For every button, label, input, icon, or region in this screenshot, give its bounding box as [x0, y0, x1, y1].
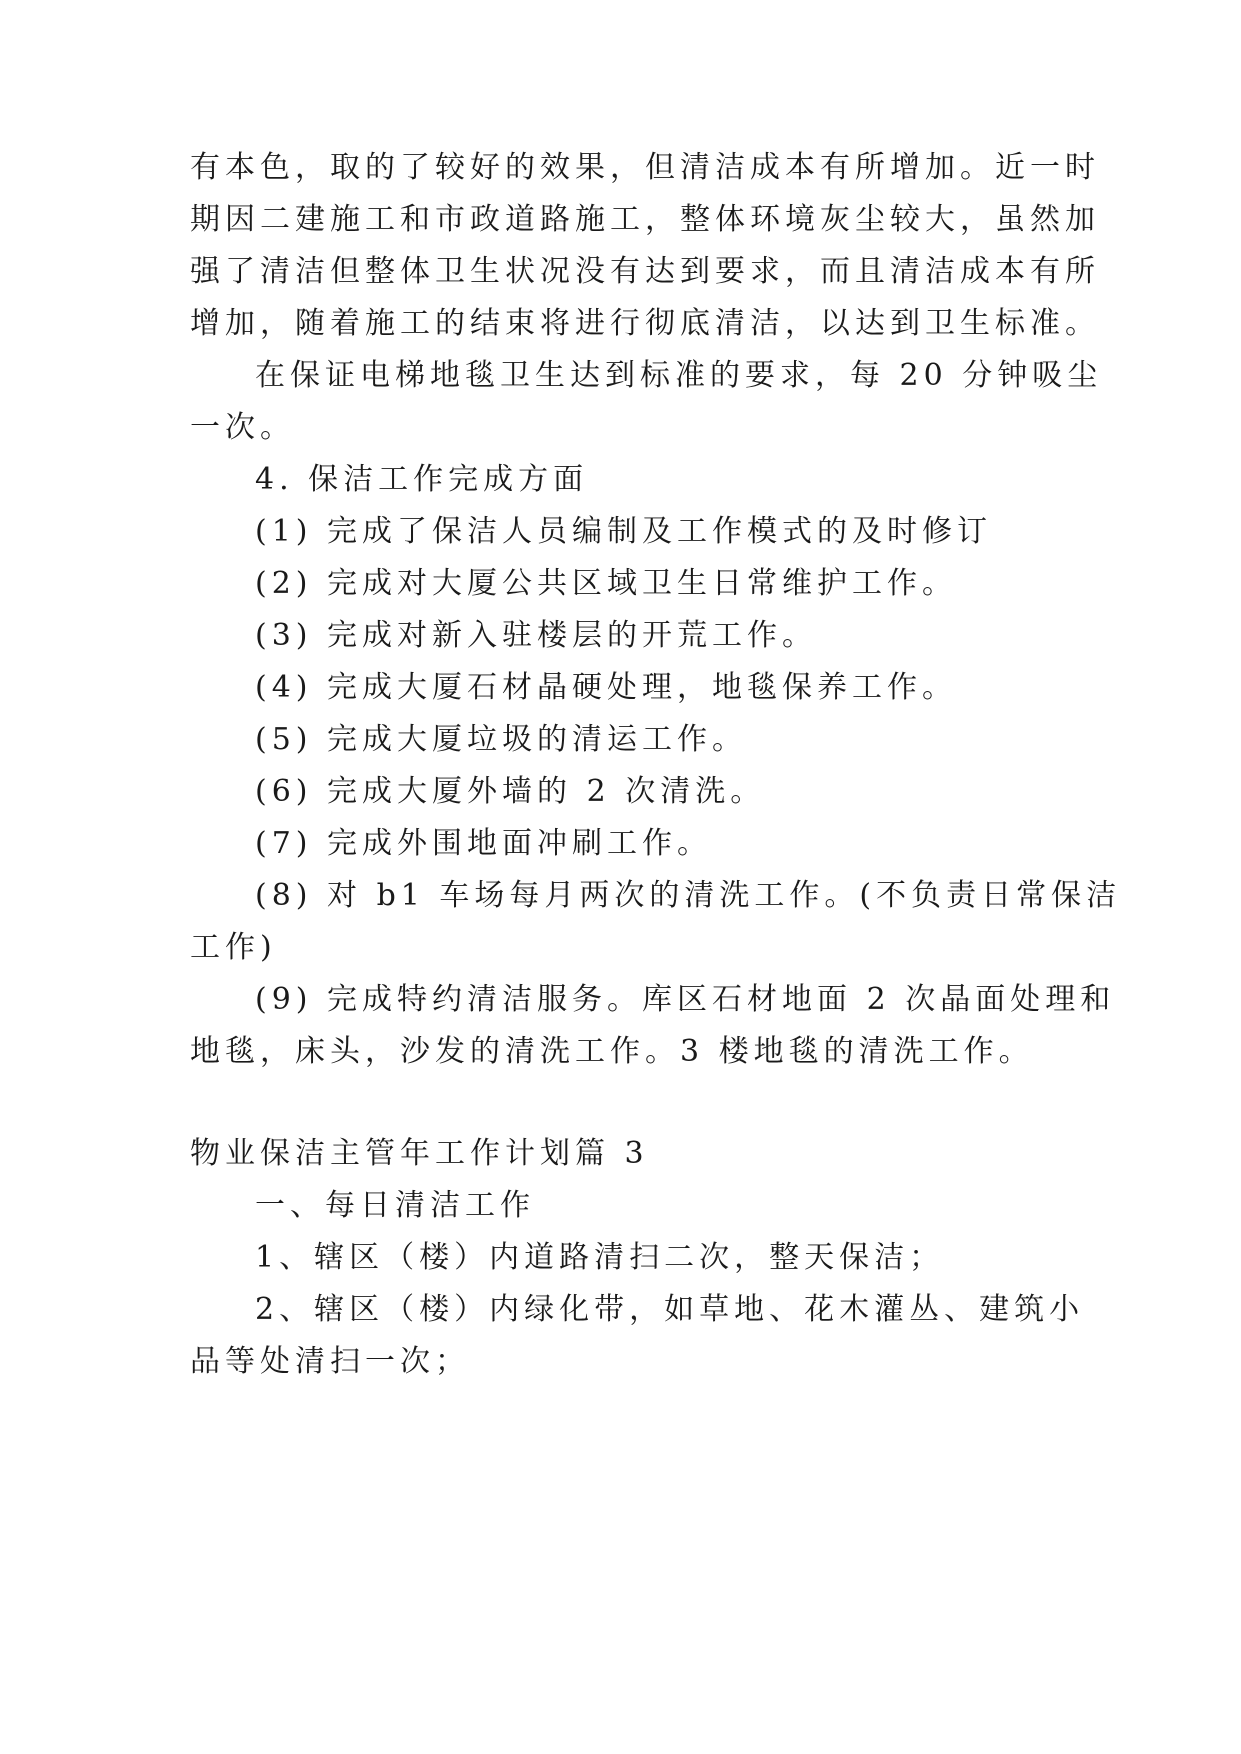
paragraph-line: 一次。	[190, 410, 295, 445]
list-item: (5) 完成大厦垃圾的清运工作。	[255, 722, 748, 757]
list-item-continuation: 地毯，床头，沙发的清洗工作。3 楼地毯的清洗工作。	[190, 1034, 1034, 1069]
section-heading: 4. 保洁工作完成方面	[255, 462, 589, 497]
list-item: 2、辖区（楼）内绿化带，如草地、花木灌丛、建筑小	[255, 1292, 1085, 1327]
paragraph-line: 期因二建施工和市政道路施工，整体环境灰尘较大，虽然加	[190, 202, 1100, 237]
list-item: (7) 完成外围地面冲刷工作。	[255, 826, 713, 861]
document-heading: 物业保洁主管年工作计划篇 3	[190, 1136, 649, 1171]
list-item-continuation: 品等处清扫一次；	[190, 1344, 470, 1379]
list-item: (4) 完成大厦石材晶硬处理，地毯保养工作。	[255, 670, 958, 705]
paragraph-line: 强了清洁但整体卫生状况没有达到要求，而且清洁成本有所	[190, 254, 1100, 289]
list-item: (2) 完成对大厦公共区域卫生日常维护工作。	[255, 566, 958, 601]
paragraph-line: 有本色，取的了较好的效果，但清洁成本有所增加。近一时	[190, 150, 1100, 185]
list-item: (1) 完成了保洁人员编制及工作模式的及时修订	[255, 514, 993, 549]
list-item: (9) 完成特约清洁服务。库区石材地面 2 次晶面处理和	[255, 982, 1116, 1017]
list-item: (3) 完成对新入驻楼层的开荒工作。	[255, 618, 818, 653]
paragraph-line: 增加，随着施工的结束将进行彻底清洁，以达到卫生标准。	[190, 306, 1100, 341]
list-item: (8) 对 b1 车场每月两次的清洗工作。(不负责日常保洁	[255, 878, 1122, 913]
list-item: 1、辖区（楼）内道路清扫二次，整天保洁；	[255, 1240, 945, 1275]
section-heading: 一、每日清洁工作	[255, 1188, 535, 1223]
list-item: (6) 完成大厦外墙的 2 次清洗。	[255, 774, 766, 809]
list-item-continuation: 工作)	[190, 930, 277, 965]
paragraph-line: 在保证电梯地毯卫生达到标准的要求，每 20 分钟吸尘	[255, 358, 1103, 393]
